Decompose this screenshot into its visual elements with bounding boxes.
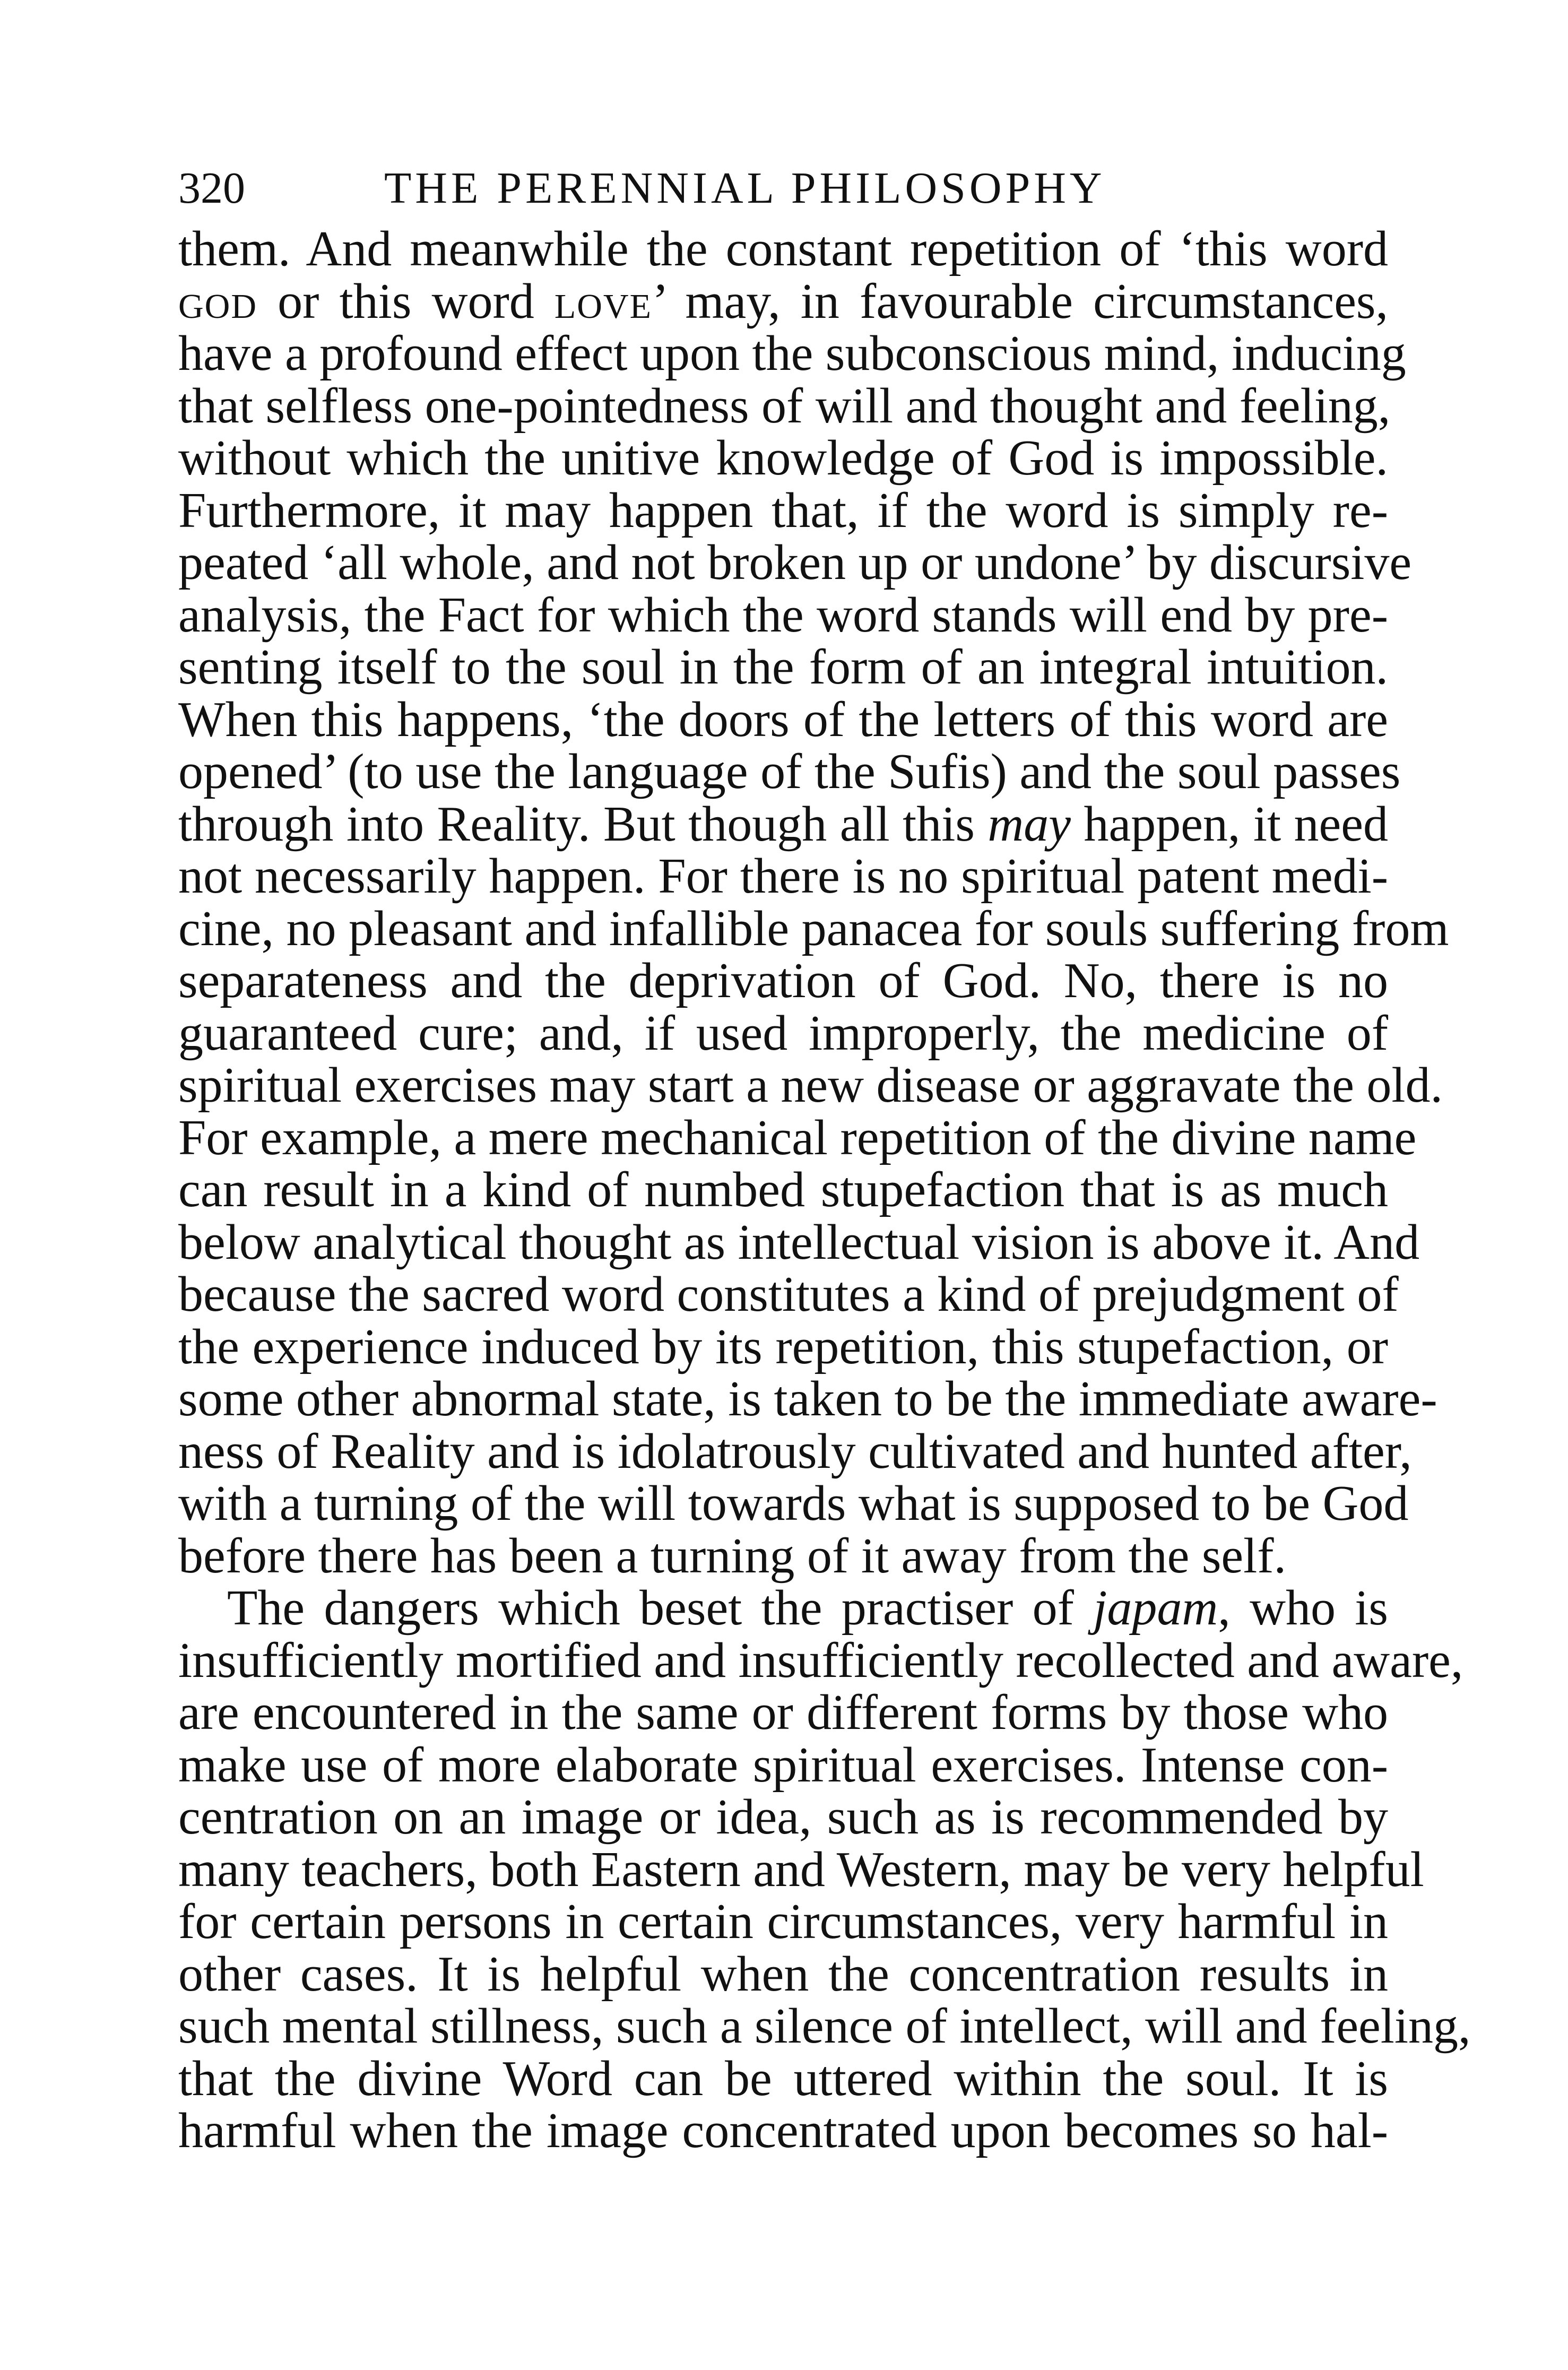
text-line [178,378,1391,434]
text-line [178,326,1406,381]
text-segment: for certain persons in certain circumstances, very harmful in [178,1894,1388,1949]
page-number: 320 [178,163,245,213]
text-segment: that the divine Word can be uttered within the soul. It is [178,2051,1388,2106]
text-segment: the experience induced by its repetition, this stupefaction, or [178,1319,1388,1374]
text-line [178,798,1388,851]
body-text [178,221,1471,2158]
text-segment: senting itself to the soul in the form of an integral intuition. [178,639,1388,695]
text-line [178,1530,1388,1582]
text-line [178,1267,1399,1322]
text-segment: have a profound effect upon the subconscious mind, inducing [178,326,1406,381]
text-line [178,1686,1388,1739]
text-line [178,901,1449,956]
text-segment: separateness and the deprivation of God. No, there is no [178,953,1388,1008]
text-segment: japam [1093,1580,1218,1636]
text-line [178,589,1388,642]
text-line [178,2053,1388,2105]
text-segment: harmful when the image concentrated upon becomes so hal- [178,2103,1388,2158]
text-line [178,850,1388,903]
text-line [178,1371,1437,1426]
text-segment: such mental stillness, such a silence of intellect, will and feeling, [178,1999,1471,2054]
text-line [178,1791,1388,1844]
text-segment: make use of more elaborate spiritual exercises. Intense con- [178,1737,1388,1793]
text-line [178,744,1401,799]
text-segment: because the sacred word constitutes a kind of prejudgment of [178,1267,1399,1322]
text-segment: ness of Reality and is idolatrously cultivated and hunted after, [178,1423,1412,1479]
text-segment: below analytical thought as intellectual vision is above it. And [178,1214,1420,1270]
text-segment: love [554,273,652,329]
text-segment: through into Reality. But though all this [178,796,988,852]
text-segment: with a turning of the will towards what is supposed to be God [178,1476,1409,1531]
text-segment: before there has been a turning of it away from the self. [178,1528,1287,1584]
text-segment: or this word [257,273,555,329]
text-line [178,691,1388,747]
text-segment: that selfless one-pointedness of will and thought and feeling, [178,378,1391,434]
text-segment: happen, it need [1071,796,1388,852]
text-segment: them. And meanwhile the constant repetition of ‘this word [178,221,1388,276]
text-segment: opened’ (to use the language of the Sufis) and the soul passes [178,744,1401,799]
text-segment: The dangers which beset the practiser of [227,1580,1094,1636]
text-line [178,1058,1443,1113]
text-segment: When this happens, ‘the doors of the letters of this word are [178,691,1388,747]
text-line [178,1739,1388,1792]
text-segment: without which the unitive knowledge of God is impossible. [178,430,1388,486]
text-segment: some other abnormal state, is taken to be the immediate aware- [178,1371,1437,1426]
text-line [178,1214,1420,1270]
text-segment: insufficiently mortified and insufficiently recollected and aware, [178,1632,1463,1688]
text-segment: peated ‘all whole, and not broken up or undone’ by discursive [178,535,1412,590]
text-line [178,641,1388,694]
text-segment: other cases. It is helpful when the concentration results in [178,1946,1388,2002]
text-line [178,1999,1471,2054]
text-line [178,535,1412,590]
text-segment: , who is [1218,1580,1388,1636]
text-line [178,1632,1463,1688]
text-segment: are encountered in the same or different forms by those who [178,1685,1388,1740]
text-line [178,1582,1388,1634]
text-segment: For example, a mere mechanical repetition of the divine name [178,1110,1417,1165]
text-line [178,1841,1424,1897]
text-segment: many teachers, both Eastern and Western, may be very helpful [178,1841,1424,1897]
text-segment: analysis, the Fact for which the word stands will end by pre- [178,587,1388,643]
text-line [178,1423,1412,1479]
text-line [178,275,1388,328]
text-segment: centration on an image or idea, such as is recommended by [178,1789,1388,1845]
text-line [178,482,1388,538]
text-line [178,223,1388,275]
text-line [178,1110,1417,1165]
text-segment: ’ may, in favourable circumstances, [652,273,1388,329]
text-line [178,1164,1388,1216]
text-line [178,1007,1388,1060]
text-line [178,1896,1388,1948]
text-segment: guaranteed cure; and, if used improperly, the medicine of [178,1005,1388,1061]
text-segment: may [987,796,1071,852]
text-segment: god [178,273,257,329]
running-title: THE PERENNIAL PHILOSOPHY [384,163,1106,213]
text-line [178,1476,1409,1531]
text-segment: Furthermore, it may happen that, if the word is simply re- [178,482,1388,538]
text-segment: not necessarily happen. For there is no spiritual patent medi- [178,849,1388,904]
text-line [178,1321,1388,1373]
text-line [178,2105,1388,2157]
text-segment: cine, no pleasant and infallible panacea for souls suffering from [178,901,1449,956]
text-line [178,955,1388,1007]
page-header [178,159,1388,218]
text-line [178,1948,1388,2001]
text-segment: can result in a kind of numbed stupefaction that is as much [178,1162,1388,1217]
text-line [178,432,1388,485]
text-segment: spiritual exercises may start a new disease or aggravate the old. [178,1058,1443,1113]
